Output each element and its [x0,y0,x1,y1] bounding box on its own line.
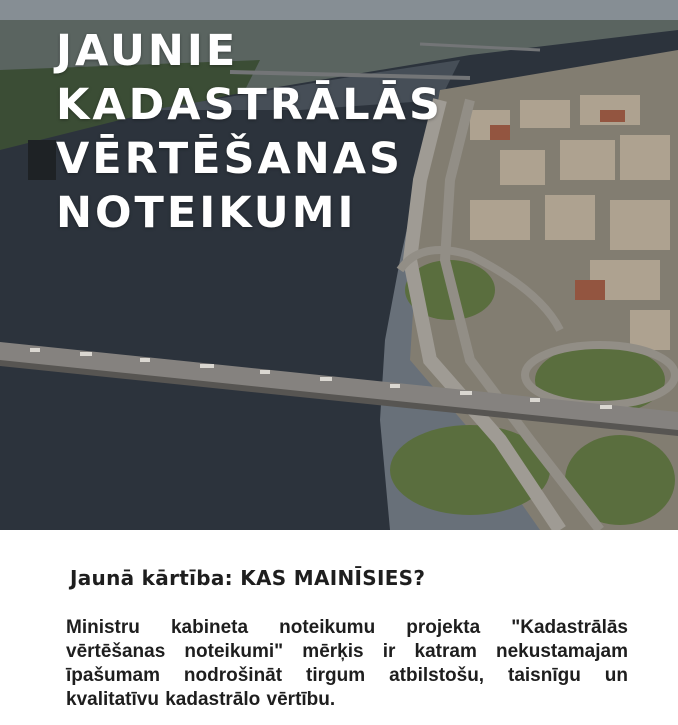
hero-title-line: JAUNIE [56,26,239,76]
hero-title-line: VĒRTĒŠANAS [56,134,404,184]
hero-title-line: NOTEIKUMI [56,188,357,238]
section-heading: Jaunā kārtība: KAS MAINĪSIES? [70,566,426,590]
section-paragraph: Ministru kabineta noteikumu projekta "Kadastrālās vērtēšanas noteikumi" mērķis ir katram nekustamajam īpašumam nodrošināt tirgum atbilstošu, taisnīgu un kvalitatīvu kadastrālo vērtību. [66,617,628,710]
article-section [0,530,678,725]
hero-title-line: KADASTRĀLĀS [56,80,443,130]
hero-title [56,24,443,240]
